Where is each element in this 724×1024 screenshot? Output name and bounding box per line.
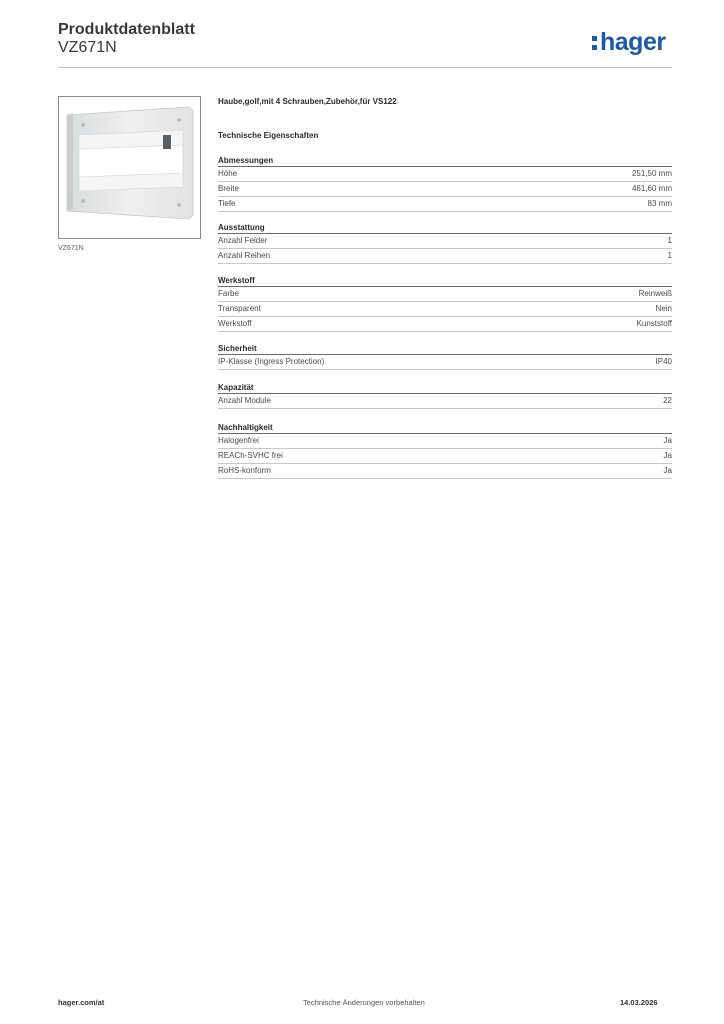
section-abmessungen xyxy=(218,155,672,212)
table-row xyxy=(218,287,672,302)
footer-notice: Technische Änderungen vorbehalten xyxy=(303,998,425,1007)
row-label: Halogenfrei xyxy=(218,436,259,445)
row-label: Anzahl Module xyxy=(218,396,271,405)
table-row xyxy=(218,449,672,464)
row-label: Farbe xyxy=(218,289,239,298)
row-value: Kunststoff xyxy=(636,319,672,328)
image-caption: VZ671N xyxy=(58,245,84,252)
row-value: 1 xyxy=(667,251,672,260)
row-value: Ja xyxy=(663,451,672,460)
table-row xyxy=(218,197,672,212)
row-label: Werkstoff xyxy=(218,319,252,328)
row-label: Transparent xyxy=(218,304,261,313)
row-value: 461,60 mm xyxy=(631,184,672,193)
table-row xyxy=(218,355,672,370)
row-value: Nein xyxy=(655,304,672,313)
row-value: 83 mm xyxy=(647,199,672,208)
row-label: Tiefe xyxy=(218,199,236,208)
row-value: 251,50 mm xyxy=(631,169,672,178)
table-row xyxy=(218,249,672,264)
header-divider xyxy=(58,67,672,68)
row-label: REACh-SVHC frei xyxy=(218,451,283,460)
section-title: Sicherheit xyxy=(218,343,672,355)
footer-website: hager.com/at xyxy=(58,998,105,1007)
section-title: Ausstattung xyxy=(218,222,672,234)
row-label: Höhe xyxy=(218,169,238,178)
section-nachhaltigkeit xyxy=(218,422,672,479)
table-row xyxy=(218,182,672,197)
section-title: Werkstoff xyxy=(218,275,672,287)
row-value: 22 xyxy=(663,396,672,405)
row-label: RoHS-konform xyxy=(218,466,271,475)
hager-logo xyxy=(592,28,666,56)
page-title: Produktdatenblatt xyxy=(58,21,195,38)
logo-dots-icon xyxy=(592,33,598,53)
product-code: VZ671N xyxy=(58,39,117,56)
row-value: Ja xyxy=(663,436,672,445)
row-label: Anzahl Reihen xyxy=(218,251,271,260)
section-title: Abmessungen xyxy=(218,155,672,167)
row-label: Breite xyxy=(218,184,239,193)
table-row xyxy=(218,302,672,317)
table-row xyxy=(218,167,672,182)
table-row xyxy=(218,317,672,332)
table-row xyxy=(218,394,672,409)
table-row xyxy=(218,464,672,479)
logo-text: hager xyxy=(600,28,666,56)
section-werkstoff xyxy=(218,275,672,332)
section-kapazitaet xyxy=(218,382,672,409)
row-value: Reinweiß xyxy=(638,289,672,298)
row-value: Ja xyxy=(663,466,672,475)
row-label: IP-Klasse (Ingress Protection) xyxy=(218,357,325,366)
section-ausstattung xyxy=(218,222,672,264)
row-value: IP40 xyxy=(655,357,672,366)
table-row xyxy=(218,434,672,449)
row-value: 1 xyxy=(667,236,672,245)
enclosure-cover-image xyxy=(59,97,200,238)
table-row xyxy=(218,234,672,249)
features-heading: Technische Eigenschaften xyxy=(218,131,319,140)
product-image xyxy=(58,96,201,239)
section-title: Kapazität xyxy=(218,382,672,394)
product-description: Haube,golf,mit 4 Schrauben,Zubehör,für VS122 xyxy=(218,97,397,106)
footer-date: 14.03.2026 xyxy=(620,998,658,1007)
row-label: Anzahl Felder xyxy=(218,236,268,245)
section-sicherheit xyxy=(218,343,672,370)
section-title: Nachhaltigkeit xyxy=(218,422,672,434)
